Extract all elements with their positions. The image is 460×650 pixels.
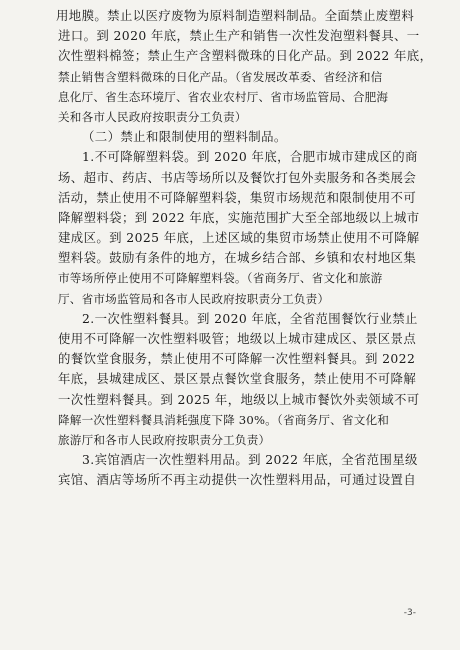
text-line: 市等场所停止使用不可降解塑料袋。（省商务厅、省文化和旅游 [58, 271, 383, 286]
text-line: 用地膜。禁止以医疗废物为原料制造塑料制品。全面禁止废塑料 [56, 8, 415, 23]
text-line: 进口。到 2020 年底，禁止生产和销售一次性发泡塑料餐具、一 [58, 28, 420, 44]
text-line: 3.宾馆酒店一次性塑料用品。到 2022 年底，全省范围星级 [82, 452, 418, 468]
text-line: 使用不可降解一次性塑料吸管；地级以上城市建成区、景区景点 [58, 331, 417, 346]
text-line: 年底，县城建成区、景区景点餐饮堂食服务，禁止使用不可降解 [58, 371, 417, 387]
text-line: 旅游厅和各市人民政府按职责分工负责） [58, 432, 271, 447]
text-line: 场、超市、药店、书店等场所以及餐饮打包外卖服务和各类展会 [58, 169, 417, 185]
text-line: 一次性塑料餐具。到 2025 年，地级以上城市餐饮外卖领域不可 [58, 391, 420, 407]
text-line: 禁止销售含塑料微珠的日化产品。（省发展改革委、省经济和信 [58, 69, 383, 84]
text-line: 降解一次性塑料餐具消耗强度下降 30%。（省商务厅、省文化和 [58, 412, 390, 427]
text-line: 降解塑料袋；到 2022 年底，实施范围扩大至全部地级以上城市 [58, 209, 420, 225]
text-line: 厅、省市场监管局和各市人民政府按职责分工负责） [58, 291, 330, 306]
document-body [56, 6, 433, 491]
text-line: 宾馆、酒店等场所不再主动提供一次性塑料用品，可通过设置自 [58, 472, 417, 488]
text-line: 1.不可降解塑料袋。到 2020 年底，合肥市城市建成区的商 [82, 149, 418, 165]
text-line: 2.一次性塑料餐具。到 2020 年底，全省范围餐饮行业禁止 [82, 310, 418, 326]
text-line: 塑料袋。鼓励有条件的地方，在城乡结合部、乡镇和农村地区集 [58, 250, 417, 266]
text-line: 次性塑料棉签；禁止生产含塑料微珠的日化产品。到 2022 年底， [58, 48, 433, 64]
text-line: 建成区。到 2025 年底，上述区域的集贸市场禁止使用不可降解 [58, 230, 420, 246]
text-line: 活动，禁止使用不可降解塑料袋，集贸市场规范和限制使用不可 [58, 189, 417, 205]
section-heading: （二）禁止和限制使用的塑料制品。 [82, 129, 287, 145]
text-line: 息化厅、省生态环境厅、省农业农村厅、省市场监管局、合肥海 [58, 89, 389, 104]
page-number: -3- [403, 608, 416, 618]
text-line: 关和各市人民政府按职责分工负责） [58, 109, 247, 124]
text-line: 的餐饮堂食服务，禁止使用不可降解一次性塑料餐具。到 2022 [58, 351, 416, 367]
